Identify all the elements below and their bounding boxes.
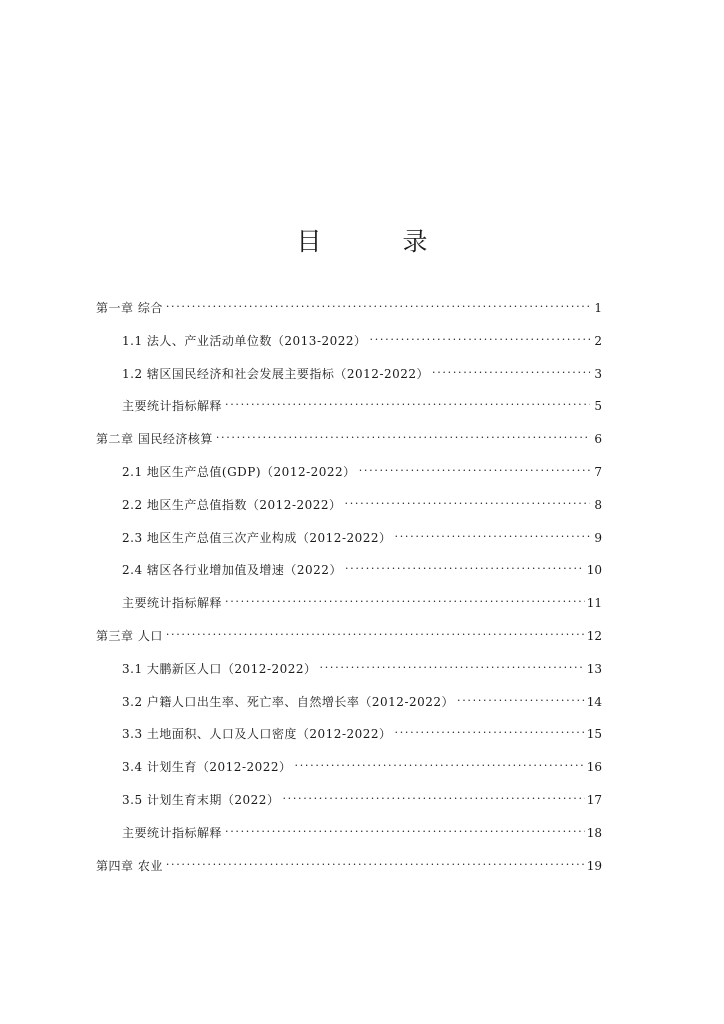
toc-section-entry[interactable] (96, 394, 602, 427)
toc-entry-label: 第三章 人口 (96, 628, 163, 643)
toc-page-number: 12 (586, 628, 602, 643)
toc-entry-label: 3.2 户籍人口出生率、死亡率、自然增长率（2012-2022） (122, 694, 455, 709)
toc-section-entry[interactable] (96, 788, 602, 821)
toc-entry-label: 3.4 计划生育（2012-2022） (122, 760, 292, 775)
toc-leader-dots (320, 657, 585, 673)
toc-entry-label: 主要统计指标解释 (122, 825, 223, 840)
toc-page-number: 3 (594, 366, 602, 381)
toc-leader-dots (359, 460, 590, 476)
toc-chapter-entry[interactable] (96, 624, 602, 657)
toc-chapter-entry[interactable] (96, 854, 602, 887)
toc-leader-dots (370, 329, 590, 345)
toc-leader-dots (225, 591, 585, 607)
toc-page-number: 17 (586, 792, 602, 807)
toc-entry-label: 3.1 大鹏新区人口（2012-2022） (122, 661, 317, 676)
toc-page-number: 1 (594, 301, 602, 315)
toc-section-entry[interactable] (96, 329, 602, 362)
toc-section-entry[interactable] (96, 755, 602, 788)
toc-page-number: 14 (586, 694, 602, 709)
toc-leader-dots (395, 526, 590, 542)
toc-leader-dots (395, 722, 585, 738)
toc-chapter-entry[interactable] (96, 427, 602, 460)
toc-entry-label: 2.2 地区生产总值指数（2012-2022） (122, 497, 342, 512)
table-of-contents (96, 296, 602, 886)
toc-entry-label: 2.3 地区生产总值三次产业构成（2012-2022） (122, 530, 392, 545)
toc-page-number: 16 (586, 760, 602, 775)
toc-page-number: 8 (594, 497, 602, 512)
toc-leader-dots (295, 755, 585, 771)
toc-entry-label: 3.3 土地面积、人口及人口密度（2012-2022） (122, 727, 392, 742)
toc-section-entry[interactable] (96, 722, 602, 755)
toc-leader-dots (225, 821, 585, 837)
toc-title: 目 录 (296, 227, 456, 256)
toc-entry-label: 2.4 辖区各行业增加值及增速（2022） (122, 563, 342, 578)
toc-leader-dots (345, 558, 585, 574)
toc-entry-label: 第四章 农业 (96, 858, 163, 873)
toc-section-entry[interactable] (96, 493, 602, 526)
toc-section-entry[interactable] (96, 657, 602, 690)
toc-page-number: 13 (586, 661, 602, 676)
toc-entry-label: 主要统计指标解释 (122, 596, 223, 611)
toc-page-number: 10 (586, 563, 602, 578)
toc-leader-dots (432, 362, 590, 378)
toc-leader-dots (345, 493, 590, 509)
toc-leader-dots (166, 624, 585, 640)
toc-section-entry[interactable] (96, 460, 602, 493)
toc-page-number: 2 (594, 333, 602, 348)
toc-leader-dots (225, 394, 590, 410)
toc-section-entry[interactable] (96, 821, 602, 854)
toc-page-number: 18 (586, 825, 602, 840)
toc-entry-label: 3.5 计划生育末期（2022） (122, 792, 280, 807)
toc-leader-dots (166, 296, 590, 312)
toc-page-number: 11 (586, 596, 602, 611)
toc-section-entry[interactable] (96, 362, 602, 395)
toc-entry-label: 1.2 辖区国民经济和社会发展主要指标（2012-2022） (122, 366, 430, 381)
toc-page-number: 5 (594, 399, 602, 414)
toc-entry-label: 1.1 法人、产业活动单位数（2013-2022） (122, 333, 367, 348)
toc-leader-dots (166, 854, 585, 870)
toc-section-entry[interactable] (96, 526, 602, 559)
toc-leader-dots (282, 788, 584, 804)
toc-entry-label: 主要统计指标解释 (122, 399, 223, 414)
toc-page-number: 6 (594, 432, 602, 447)
toc-section-entry[interactable] (96, 591, 602, 624)
toc-page-number: 7 (594, 464, 602, 479)
toc-entry-label: 第一章 综合 (96, 301, 163, 315)
toc-entry-label: 第二章 国民经济核算 (96, 432, 213, 447)
toc-section-entry[interactable] (96, 558, 602, 591)
toc-chapter-entry[interactable] (96, 296, 602, 329)
toc-page-number: 15 (586, 727, 602, 742)
toc-page-number: 9 (594, 530, 602, 545)
toc-section-entry[interactable] (96, 690, 602, 723)
toc-entry-label: 2.1 地区生产总值(GDP)（2012-2022） (122, 464, 356, 479)
toc-leader-dots (457, 690, 585, 706)
toc-page-number: 19 (586, 858, 602, 873)
toc-leader-dots (216, 427, 590, 443)
